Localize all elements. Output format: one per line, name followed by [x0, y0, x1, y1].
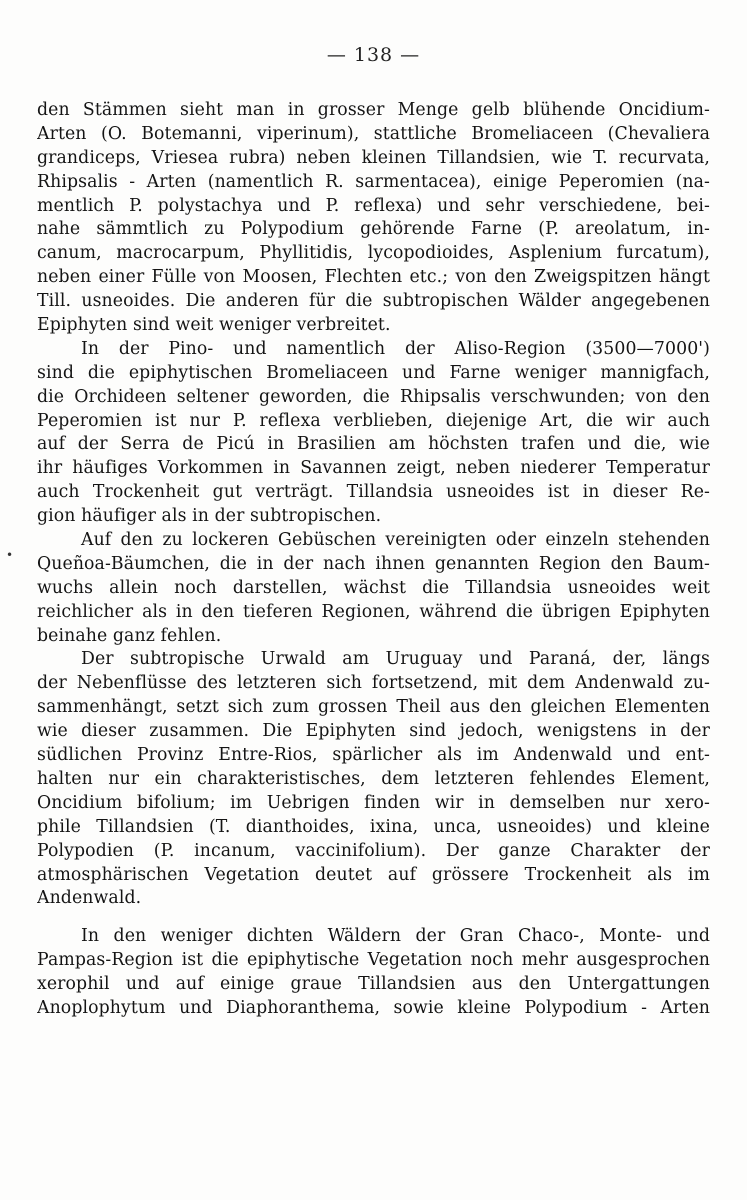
text-line: Till. usneoides. Die anderen für die subtropischen Wälder angegebenen — [37, 291, 710, 312]
text-line: canum, macrocarpum, Phyllitidis, lycopodioides, Asplenium furcatum), — [37, 243, 710, 264]
text-line: mentlich P. polystachya und P. reflexa) und sehr verschiedene, bei- — [37, 195, 710, 216]
text-line: auch Trockenheit gut verträgt. Tillandsia usneoides ist in dieser Re- — [37, 482, 710, 503]
text-line: reichlicher als in den tieferen Regionen, während die übrigen Epiphyten — [37, 601, 710, 622]
text-line: Anoplophytum und Diaphoranthema, sowie kleine Polypodium - Arten — [37, 997, 710, 1018]
text-line: xerophil und auf einige graue Tillandsien aus den Untergattungen — [37, 974, 710, 995]
paragraph-gap — [37, 911, 710, 925]
text-line: ihr häufiges Vorkommen in Savannen zeigt, neben niederer Temperatur — [37, 458, 710, 479]
text-line: nahe sämmtlich zu Polypodium gehörende Farne (P. areolatum, in- — [37, 219, 710, 240]
paragraph-4 — [37, 648, 710, 911]
text-line: neben einer Fülle von Moosen, Flechten etc.; von den Zweigspitzen hängt — [37, 267, 710, 288]
text-line: Rhipsalis - Arten (namentlich R. sarmentacea), einige Peperomien (na- — [37, 171, 710, 192]
text-line: Oncidium bifolium; im Uebrigen finden wir in demselben nur xero- — [37, 792, 710, 813]
text-line: Pampas-Region ist die epiphytische Vegetation noch mehr ausgesprochen — [37, 950, 710, 971]
page-number: — 138 — — [326, 44, 421, 66]
body-text — [37, 99, 710, 1021]
text-line: Queñoa-Bäumchen, die in der nach ihnen genannten Region den Baum- — [37, 553, 710, 574]
text-line: gion häufiger als in der subtropischen. — [37, 506, 382, 527]
text-line: der Nebenflüsse des letzteren sich fortsetzend, mit dem Andenwald zu- — [37, 673, 710, 694]
paragraph-5 — [37, 925, 710, 1021]
text-line: wuchs allein noch darstellen, wächst die Tillandsia usneoides weit — [37, 577, 710, 598]
text-line: wie dieser zusammen. Die Epiphyten sind jedoch, wenigstens in der — [37, 721, 710, 742]
text-line: den Stämmen sieht man in grosser Menge gelb blühende Oncidium- — [37, 100, 710, 120]
text-line: auf der Serra de Picú in Brasilien am höchsten trafen und die, wie — [37, 434, 710, 455]
text-line: halten nur ein charakteristisches, dem letzteren fehlendes Element, — [37, 768, 710, 789]
text-line: Der subtropische Urwald am Uruguay und Paraná, der, längs — [81, 649, 710, 670]
text-line: grandiceps, Vriesea rubra) neben kleinen Tillandsien, wie T. recurvata, — [37, 147, 710, 168]
paragraph-3 — [37, 529, 710, 648]
text-line: Arten (O. Botemanni, viperinum), stattliche Bromeliaceen (Chevaliera — [37, 123, 710, 144]
text-line: Andenwald. — [37, 888, 142, 909]
text-line: südlichen Provinz Entre-Rios, spärlicher als im Andenwald und ent- — [37, 745, 710, 766]
text-line: atmosphärischen Vegetation deutet auf grössere Trockenheit als im — [37, 864, 710, 885]
text-line: In der Pino- und namentlich der Aliso-Region (3500—7000') — [81, 338, 710, 359]
text-line: Peperomien ist nur P. reflexa verblieben, diejenige Art, die wir auch — [37, 410, 710, 431]
text-line: In den weniger dichten Wäldern der Gran Chaco-, Monte- und — [81, 926, 710, 947]
paragraph-2 — [37, 338, 710, 529]
text-line: sind die epiphytischen Bromeliaceen und Farne weniger mannigfach, — [37, 362, 710, 383]
margin-mark: • — [6, 548, 14, 562]
text-line: Auf den zu lockeren Gebüschen vereinigten oder einzeln stehenden — [81, 530, 710, 551]
paragraph-1 — [37, 99, 710, 338]
text-line: Polypodien (P. incanum, vaccinifolium). Der ganze Charakter der — [37, 840, 710, 861]
text-line: phile Tillandsien (T. dianthoides, ixina, unca, usneoides) und kleine — [37, 816, 710, 837]
text-line: beinahe ganz fehlen. — [37, 625, 222, 646]
text-line: die Orchideen seltener geworden, die Rhipsalis verschwunden; von den — [37, 386, 710, 407]
text-line: sammenhängt, setzt sich zum grossen Theil aus den gleichen Elementen — [37, 697, 710, 718]
text-line: Epiphyten sind weit weniger verbreitet. — [37, 315, 391, 336]
